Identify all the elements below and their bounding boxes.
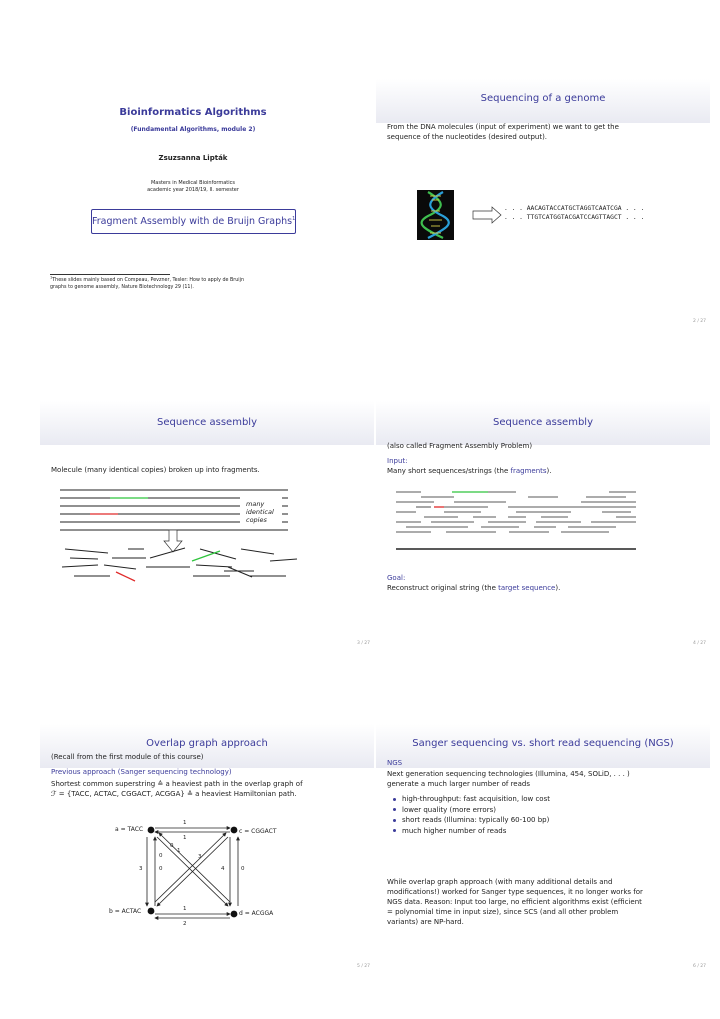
edge-weight: 1: [183, 835, 187, 841]
dna-helix-icon: [417, 190, 454, 240]
edge-weight: 2: [183, 921, 187, 927]
label-identical: identical: [246, 508, 274, 516]
page-number: 4 / 27: [693, 641, 706, 646]
goal-heading: Goal:: [387, 574, 406, 582]
program: Masters in Medical Bioinformatics: [150, 180, 236, 186]
node-label-c: c = CGGACT: [239, 828, 277, 835]
body-line: variants) are NP-hard.: [387, 918, 464, 926]
label-many: many: [246, 500, 265, 508]
slide-title: Sanger sequencing vs. short read sequencing (NGS): [412, 738, 674, 749]
page-number: 5 / 27: [357, 964, 370, 969]
sequence-strand-1: . . . AACAGTACCATGCTAGGTCAATCGA . . .: [504, 205, 645, 212]
edge-weight: 0: [241, 866, 245, 872]
body-line: modifications!) worked for Sanger type sequences, it no longer works for: [387, 888, 643, 896]
slide-overlap-graph: [40, 724, 374, 970]
slide-sequence-assembly-1: [40, 401, 374, 647]
course-subtitle: (Fundamental Algorithms, module 2): [130, 126, 256, 133]
body-line: ℱ = {TACC, ACTAC, CGGACT, ACGGA} ≙ a heaviest Hamiltonian path.: [51, 790, 297, 798]
node-label-b: b = ACTAC: [109, 908, 142, 915]
page-number: 6 / 27: [693, 964, 706, 969]
edge-weight: 4: [221, 866, 225, 872]
footnote-line2: graphs to genome assembly, Nature Biotechnology 29 (11).: [50, 285, 194, 290]
body-line: NGS data. Reason: Input too large, no efficient algorithms exist (efficient: [387, 898, 642, 906]
slide-sequence-assembly-2: [376, 401, 710, 647]
course-title: Bioinformatics Algorithms: [119, 107, 267, 118]
page-number: 2 / 27: [693, 319, 706, 324]
goal-description: [387, 583, 560, 593]
footnote: [50, 277, 244, 291]
body-line: (also called Fragment Assembly Problem): [387, 442, 533, 450]
footnote-number: 1: [50, 275, 53, 280]
academic-year: academic year 2018/19, II. semester: [147, 187, 239, 193]
node-label-d: d = ACGGA: [239, 910, 274, 917]
graph-node-c: [231, 827, 238, 834]
slide-title: Sequence assembly: [493, 417, 593, 428]
ngs-bullet-list: [391, 794, 550, 836]
footnote-rule: [50, 274, 170, 275]
ngs-heading: NGS: [387, 759, 403, 767]
fragments-term: fragments: [510, 467, 547, 475]
slide-title: Overlap graph approach: [146, 738, 268, 749]
page-number: 3 / 27: [357, 641, 370, 646]
body-line: (Recall from the first module of this course): [51, 753, 204, 761]
graph-node-d: [231, 911, 238, 918]
broken-fragments: [40, 401, 374, 647]
edge-weight: 3: [139, 866, 143, 872]
body-line: Shortest common superstring ≙ a heaviest path in the overlap graph of: [51, 780, 303, 788]
footnote-marker: 1: [292, 215, 296, 222]
body-line: generate a much larger number of reads: [387, 780, 530, 788]
goal-text: Reconstruct original string (the: [387, 584, 499, 592]
bullet-item: short reads (Illumina: typically 60-100 bp): [391, 815, 550, 826]
overlap-graph: [40, 724, 374, 970]
node-label-a: a = TACC: [115, 826, 144, 833]
bullet-item: much higher number of reads: [391, 826, 550, 837]
input-text: Many short sequences/strings (the: [387, 467, 511, 475]
bullet-item: high-throughput: fast acquisition, low cost: [391, 794, 550, 805]
body-line: sequence of the nucleotides (desired output).: [387, 133, 548, 141]
previous-approach: Previous approach (Sanger sequencing technology): [51, 768, 232, 776]
edge-weight: 0: [170, 843, 174, 849]
fragment-set-figure: [376, 401, 710, 647]
slide-title: Sequencing of a genome: [480, 93, 606, 104]
input-heading: Input:: [387, 457, 408, 465]
body-line: While overlap graph approach (with many additional details and: [387, 878, 613, 886]
graph-node-b: [148, 908, 155, 915]
edge-weight: 1: [183, 820, 187, 826]
edge-weight: 0: [159, 853, 163, 859]
body-line: = polynomial time in input size), since SCS (and all other problem: [387, 908, 619, 916]
slide-sanger-vs-ngs: [376, 724, 710, 970]
slide-title: [40, 79, 374, 325]
title-box: [91, 209, 296, 234]
bullet-item: lower quality (more errors): [391, 805, 550, 816]
label-copies: copies: [246, 516, 267, 524]
edge-weight: 0: [159, 866, 163, 872]
slide-title: Sequence assembly: [157, 417, 257, 428]
sequence-strand-2: . . . TTGTCATGGTACGATCCAGTTAGCT . . .: [504, 214, 645, 221]
dna-helix-image: [417, 190, 454, 240]
slide-sequencing-genome: [376, 79, 710, 325]
title-box-text: Fragment Assembly with de Bruijn Graphs: [92, 216, 293, 227]
input-text-end: ).: [546, 467, 552, 475]
arrow-icon: [472, 206, 502, 224]
body-line: Next generation sequencing technologies (Illumina, 454, SOLiD, . . . ): [387, 770, 630, 778]
edge-weight: 3: [198, 854, 202, 860]
target-sequence-term: target sequence: [498, 584, 556, 592]
author: Zsuzsanna Lipták: [158, 154, 228, 162]
body-line: From the DNA molecules (input of experiment) we want to get the: [387, 123, 619, 131]
goal-text-end: ).: [555, 584, 561, 592]
footnote-line1: These slides mainly based on Compeau, Pevzner, Tesler: How to apply de Bruijn: [52, 278, 244, 283]
graph-node-a: [148, 827, 155, 834]
edge-weight: 1: [183, 906, 187, 912]
body-line: Molecule (many identical copies) broken up into fragments.: [51, 466, 260, 474]
edge-weight: 1: [177, 848, 181, 854]
